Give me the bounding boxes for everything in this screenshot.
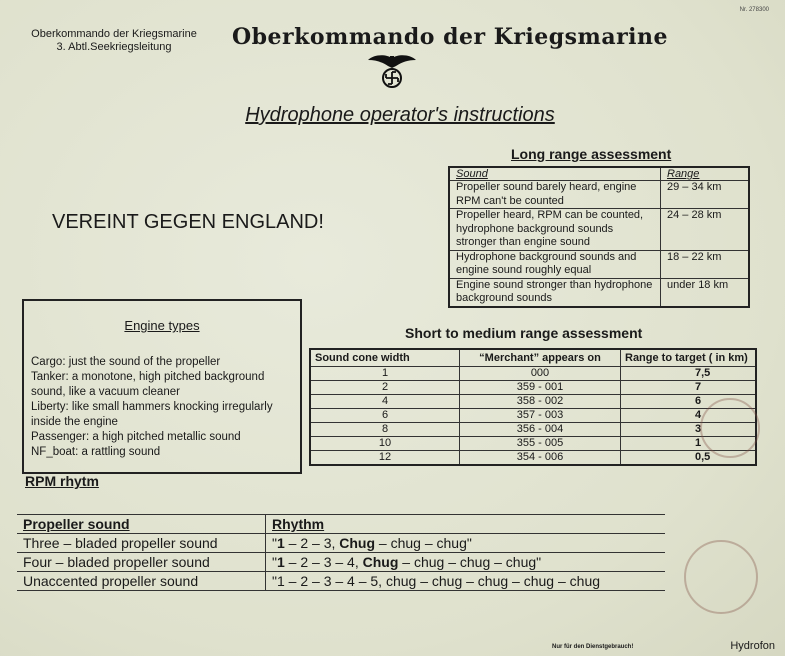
merchant-cell: 354 - 006 [460, 451, 621, 466]
long-range-table [448, 166, 750, 308]
long-range-title: Long range assessment [511, 146, 672, 162]
sound-cell: Propeller heard, RPM can be counted, hydrophone background sounds stronger than engine sound [449, 209, 661, 251]
merchant-cell: 358 - 002 [460, 395, 621, 409]
range-cell: under 18 km [661, 278, 750, 307]
table-row [310, 381, 756, 395]
propeller-cell: Four – bladed propeller sound [17, 553, 266, 572]
rhythm-count: – 2 – 3 – 4, [284, 554, 363, 570]
range-cell: 24 – 28 km [661, 209, 750, 251]
table-row [310, 423, 756, 437]
merchant-cell: 000 [460, 367, 621, 381]
table-row [310, 451, 756, 466]
range-header: Range [661, 167, 750, 181]
range-cell: 4 [621, 409, 757, 423]
rpm-table [17, 514, 665, 591]
document-title: Hydrophone operator's instructions [245, 104, 555, 126]
table-row [310, 437, 756, 451]
stamp-mark [684, 540, 758, 614]
list-item: Tanker: a monotone, high pitched background sound, like a vacuum cleaner [31, 371, 265, 398]
range-cell: 3 [621, 423, 757, 437]
range-cell: 7 [621, 381, 757, 395]
page-label: Hydrofon [730, 640, 775, 652]
merchant-header: “Merchant” appears on [460, 349, 621, 367]
rhythm-count: – 2 – 3, [284, 535, 340, 551]
stamp-mark [700, 398, 760, 458]
rhythm-cell [266, 553, 666, 572]
rhythm-chug: Chug [362, 554, 399, 570]
cone-width-cell: 10 [310, 437, 460, 451]
cone-width-cell: 2 [310, 381, 460, 395]
range-cell: 29 – 34 km [661, 181, 750, 209]
table-row [17, 534, 665, 553]
table-header-row [17, 515, 665, 534]
merchant-cell: 356 - 004 [460, 423, 621, 437]
cone-width-cell: 1 [310, 367, 460, 381]
table-row [449, 209, 749, 251]
list-item: Cargo: just the sound of the propeller [31, 356, 221, 368]
short-range-title: Short to medium range assessment [405, 325, 643, 341]
sound-cell: Propeller sound barely heard, engine RPM can't be counted [449, 181, 661, 209]
cone-width-cell: 6 [310, 409, 460, 423]
table-row [17, 553, 665, 572]
eagle-emblem-icon [366, 52, 418, 88]
serial-number: Nr. 278300 [739, 7, 769, 13]
sound-cell: Engine sound stronger than hydrophone background sounds [449, 278, 661, 307]
sound-header: Sound [449, 167, 661, 181]
propeller-cell: Three – bladed propeller sound [17, 534, 266, 553]
range-cell: 6 [621, 395, 757, 409]
range-cell: 18 – 22 km [661, 250, 750, 278]
rhythm-quote: " [272, 573, 277, 589]
slogan: VEREINT GEGEN ENGLAND! [52, 211, 324, 233]
table-header-row [310, 349, 756, 367]
range-target-header: Range to target ( in km) [621, 349, 757, 367]
cone-width-header: Sound cone width [310, 349, 460, 367]
merchant-cell: 359 - 001 [460, 381, 621, 395]
merchant-cell: 355 - 005 [460, 437, 621, 451]
hq-line-1: Oberkommando der Kriegsmarine [31, 28, 197, 40]
table-row [310, 395, 756, 409]
table-row [449, 181, 749, 209]
rhythm-quote: " [272, 535, 277, 551]
hq-heading [24, 28, 204, 54]
cone-width-cell: 12 [310, 451, 460, 466]
rhythm-chug: Chug [339, 535, 376, 551]
rhythm-accent: 1 [276, 535, 285, 551]
propeller-cell: Unaccented propeller sound [17, 572, 266, 591]
rpm-title: RPM rhytm [25, 473, 99, 489]
list-item: Liberty: like small hammers knocking irregularly inside the engine [31, 401, 273, 428]
table-row [449, 278, 749, 307]
rhythm-count: 1 – 2 – 3 – 4 – 5, chug – chug – chug – chug – chug [276, 573, 601, 589]
main-title: Oberkommando der Kriegsmarine [232, 24, 669, 50]
list-item: Passenger: a high pitched metallic sound [31, 431, 241, 443]
rhythm-tail: – chug – chug – chug" [398, 554, 542, 570]
short-range-table [309, 348, 757, 466]
engine-types-title: Engine types [124, 318, 200, 333]
list-item: NF_boat: a rattling sound [31, 446, 161, 458]
rhythm-tail: – chug – chug" [375, 535, 472, 551]
table-row [17, 572, 665, 591]
range-cell: 1 [621, 437, 757, 451]
sound-cell: Hydrophone background sounds and engine sound roughly equal [449, 250, 661, 278]
table-header-row [449, 167, 749, 181]
rhythm-quote: " [272, 554, 277, 570]
rhythm-accent: 1 [276, 554, 285, 570]
table-row [310, 367, 756, 381]
table-row [449, 250, 749, 278]
range-cell: 7,5 [621, 367, 757, 381]
rhythm-header: Rhythm [266, 515, 666, 534]
cone-width-cell: 4 [310, 395, 460, 409]
propeller-header: Propeller sound [17, 515, 266, 534]
footer-note: Nur für den Dienstgebrauch! [552, 644, 634, 650]
engine-types-list [31, 355, 299, 460]
merchant-cell: 357 - 003 [460, 409, 621, 423]
hq-line-2: 3. Abtl.Seekriegsleitung [56, 41, 172, 53]
range-cell: 0,5 [621, 451, 757, 466]
rhythm-cell [266, 572, 666, 591]
engine-types-box [22, 299, 302, 474]
cone-width-cell: 8 [310, 423, 460, 437]
rhythm-cell [266, 534, 666, 553]
table-row [310, 409, 756, 423]
